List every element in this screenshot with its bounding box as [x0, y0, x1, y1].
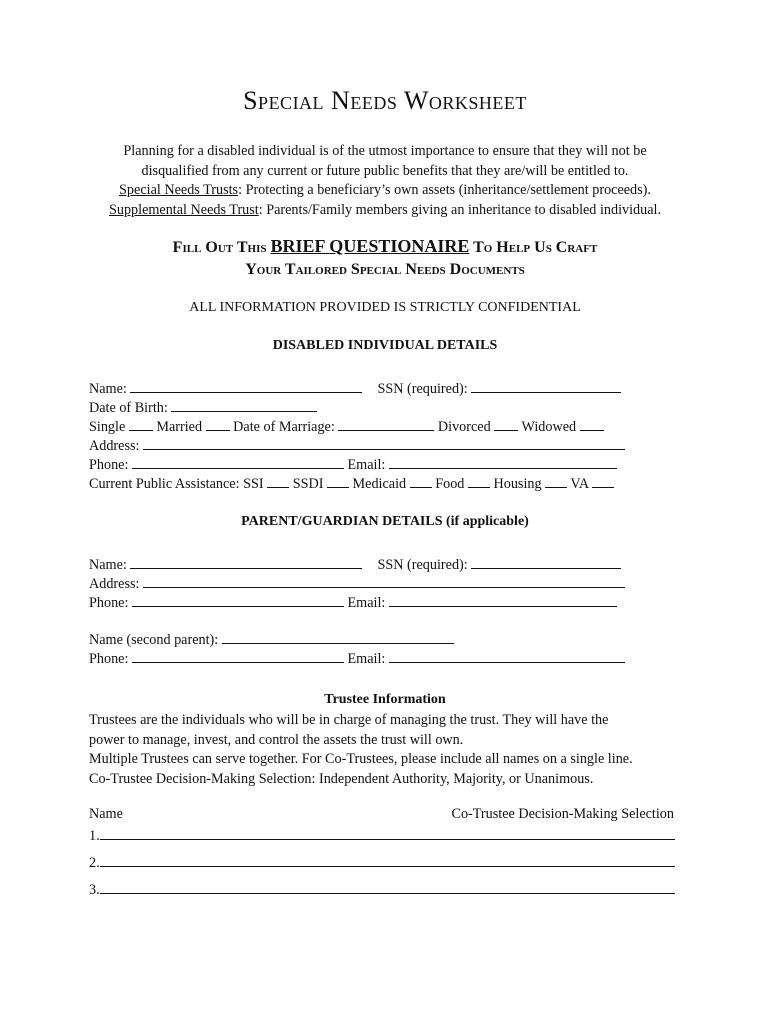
trust1-text: : Protecting a beneficiary’s own assets (inheritance/settlement proceeds). — [238, 182, 651, 198]
parent-ssn-label: SSN (required): — [377, 557, 468, 573]
trustee-para-2: power to manage, invest, and control the assets the trust will own. — [89, 731, 464, 748]
intro-line-2: disqualified from any current or future public benefits that they are/will be entitled to. — [141, 162, 629, 179]
trustee-row-3 — [89, 880, 675, 899]
dob-row — [89, 398, 689, 417]
parent-name-row — [89, 555, 689, 574]
phone-field[interactable] — [132, 455, 344, 469]
trustee-selection-column: Co-Trustee Decision-Making Selection — [451, 806, 674, 822]
page-title: Special Needs Worksheet — [243, 86, 527, 115]
parent-address-row — [89, 574, 689, 593]
trust2-label: Supplemental Needs Trust — [108, 201, 259, 218]
second-parent-field[interactable] — [222, 630, 454, 644]
address-row — [89, 436, 689, 455]
food-field[interactable] — [468, 474, 490, 488]
widowed-label: Widowed — [521, 419, 577, 435]
parent-name-field[interactable] — [130, 555, 362, 569]
address-label: Address: — [89, 438, 140, 454]
parent-email-label: Email: — [347, 595, 386, 611]
divorced-field[interactable] — [494, 417, 518, 431]
intro-text — [40, 142, 730, 220]
ssdi-label: SSDI — [292, 476, 324, 492]
ssn-label: SSN (required): — [377, 381, 468, 397]
phone-label: Phone: — [89, 457, 129, 473]
parent-name-label: Name: — [89, 557, 127, 573]
parent-heading: PARENT/GUARDIAN DETAILS (if applicable) — [241, 514, 529, 529]
second-parent-phone-row — [89, 649, 689, 668]
second-parent-phone-field[interactable] — [132, 649, 344, 663]
second-parent-email-field[interactable] — [389, 649, 625, 663]
trustee-description — [89, 711, 689, 789]
marital-row — [89, 417, 689, 436]
trustee-line-1[interactable] — [100, 826, 675, 840]
subhead-line-2: Your Tailored Special Needs Documents — [245, 261, 525, 278]
parent-phone-row — [89, 593, 689, 612]
married-field[interactable] — [206, 417, 230, 431]
trustee-para-4: Co-Trustee Decision-Making Selection: Independent Authority, Majority, or Unanimous. — [89, 770, 594, 787]
medicaid-label: Medicaid — [352, 476, 407, 492]
second-parent-label: Name (second parent): — [89, 632, 219, 648]
trust1-label: Special Needs Trusts — [119, 182, 239, 198]
second-parent-fields — [89, 630, 689, 668]
second-parent-email-label: Email: — [347, 651, 386, 667]
disabled-fields — [89, 379, 689, 493]
disabled-heading: DISABLED INDIVIDUAL DETAILS — [272, 338, 498, 353]
intro-trust-1 — [40, 181, 730, 201]
subhead-part-1: Fill Out This — [172, 239, 271, 256]
housing-label: Housing — [493, 476, 542, 492]
parent-ssn-field[interactable] — [471, 555, 621, 569]
parent-address-label: Address: — [89, 576, 140, 592]
parent-fields — [89, 555, 689, 612]
email-label: Email: — [347, 457, 386, 473]
housing-field[interactable] — [545, 474, 567, 488]
dob-field[interactable] — [171, 398, 317, 412]
address-field[interactable] — [143, 436, 625, 450]
trustee-row-number: 2. — [89, 855, 100, 871]
trust2-text: : Parents/Family members giving an inheritance to disabled individual. — [258, 201, 662, 218]
va-label: VA — [570, 476, 589, 492]
name-label: Name: — [89, 381, 127, 397]
trustee-para-1: Trustees are the individuals who will be in charge of managing the trust. They will have the — [89, 712, 609, 728]
divorced-label: Divorced — [437, 419, 491, 435]
intro-line-1: Planning for a disabled individual is of the utmost importance to ensure that they will not be — [123, 143, 647, 159]
intro-trust-2 — [40, 201, 730, 221]
date-of-marriage-label: Date of Marriage: — [233, 419, 335, 435]
name-field[interactable] — [130, 379, 362, 393]
subhead-part-2: BRIEF QUESTIONAIRE — [270, 236, 470, 256]
confidential-notice: ALL INFORMATION PROVIDED IS STRICTLY CONFIDENTIAL — [189, 300, 581, 315]
widowed-field[interactable] — [580, 417, 604, 431]
date-of-marriage-field[interactable] — [338, 417, 434, 431]
trustee-name-column: Name — [89, 806, 123, 822]
parent-phone-field[interactable] — [132, 593, 344, 607]
ssn-field[interactable] — [471, 379, 621, 393]
single-label: Single — [89, 419, 126, 435]
ssdi-field[interactable] — [327, 474, 349, 488]
medicaid-field[interactable] — [410, 474, 432, 488]
trustee-row-2 — [89, 853, 675, 872]
assistance-row — [89, 474, 689, 493]
subhead-part-3: To Help Us Craft — [469, 239, 598, 256]
ssi-field[interactable] — [267, 474, 289, 488]
trustee-para-3: Multiple Trustees can serve together. For Co-Trustees, please include all names on a single line. — [89, 751, 633, 767]
trustee-row-number: 1. — [89, 828, 100, 844]
trustee-heading: Trustee Information — [324, 692, 446, 707]
parent-phone-label: Phone: — [89, 595, 129, 611]
va-field[interactable] — [592, 474, 614, 488]
disabled-name-row — [89, 379, 689, 398]
dob-label: Date of Birth: — [89, 400, 168, 416]
trustee-line-2[interactable] — [100, 853, 675, 867]
parent-address-field[interactable] — [143, 574, 625, 588]
parent-email-field[interactable] — [389, 593, 617, 607]
subhead-line-1 — [0, 236, 770, 257]
second-parent-phone-label: Phone: — [89, 651, 129, 667]
single-field[interactable] — [129, 417, 153, 431]
trustee-line-3[interactable] — [100, 880, 675, 894]
trustee-row-number: 3. — [89, 882, 100, 898]
second-parent-row — [89, 630, 689, 649]
email-field[interactable] — [389, 455, 617, 469]
food-label: Food — [435, 476, 465, 492]
married-label: Married — [156, 419, 203, 435]
assistance-label: Current Public Assistance: SSI — [89, 476, 264, 492]
phone-row — [89, 455, 689, 474]
trustee-row-1 — [89, 826, 675, 845]
